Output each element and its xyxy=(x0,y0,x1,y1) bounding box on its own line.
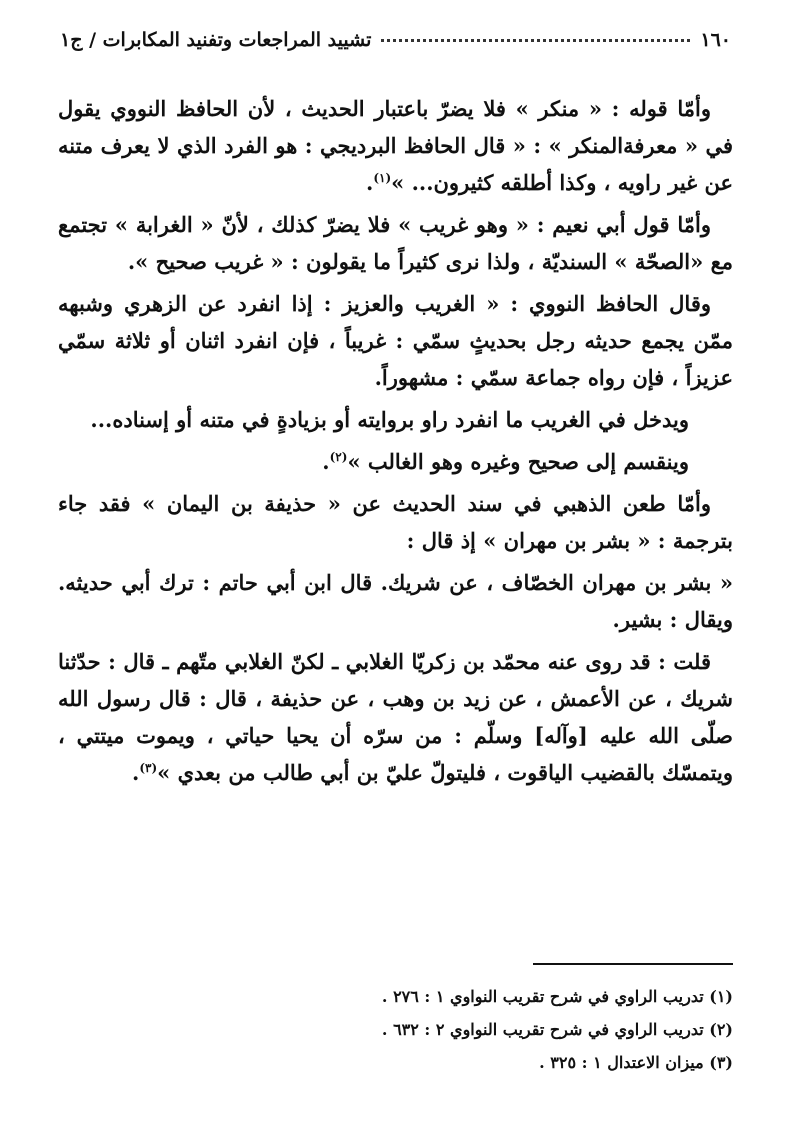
footnote: (٣) ميزان الاعتدال ١ : ٣٢٥ . xyxy=(539,1053,733,1072)
footnote-ref: (٣) xyxy=(139,761,158,775)
paragraph: قلت : قد روى عنه محمّد بن زكريّا الغلابي ـ لكنّ الغلابي متّهم ـ قال : حدّثنا شريك ، عن الأعمش ، عن زيد بن وهب ، عن حذيفة ، قال : قال رسول الله صلّى الله عليه [وآله] وسلّم : من سرّه أن يحيا حياتي ، ويموت ميتتي ، ويتمسّك بالقضيب الياقوت ، فليتولّ عليّ بن أبي طالب من بعدي »$^{(٣)}$. xyxy=(58,649,733,785)
paragraph: ويدخل في الغريب ما انفرد راو بروايته أو بزيادةٍ في متنه أو إسناده... xyxy=(90,407,689,432)
quoted-paragraph: « بشر بن مهران الخصّاف ، عن شريك. قال ابن أبي حاتم : ترك أبي حديثه. ويقال : بشير. xyxy=(58,570,733,632)
footnote: (٢) تدريب الراوي في شرح تقريب النواوي ٢ : ٦٣٢ . xyxy=(381,1020,733,1039)
footnote: (١) تدريب الراوي في شرح تقريب النواوي ١ : ٢٧٦ . xyxy=(381,987,733,1006)
running-title: تشييد المراجعات وتفنيد المكابرات / ج١ xyxy=(60,29,372,51)
main-text xyxy=(58,90,733,796)
page-header xyxy=(60,22,731,58)
footnote-ref: (٢) xyxy=(329,450,348,464)
footnotes xyxy=(58,980,733,1079)
footnote-ref: (١) xyxy=(373,171,392,185)
paragraph: وأمّا طعن الذهبي في سند الحديث عن « حذيفة بن اليمان » فقد جاء بترجمة : « بشر بن مهران » إذ قال : xyxy=(58,491,733,553)
page-number: ١٦٠ xyxy=(700,29,731,51)
paragraph: وأمّا قول أبي نعيم : « وهو غريب » فلا يضرّ كذلك ، لأنّ « الغرابة » تجتمع مع «الصحّة » السنديّة ، ولذا نرى كثيراً ما يقولون : « غريب صحيح ». xyxy=(58,212,733,274)
paragraph: وينقسم إلى صحيح وغيره وهو الغالب »$^{(٢)}$. xyxy=(322,449,689,474)
paragraph: وقال الحافظ النووي : « الغريب والعزيز : إذا انفرد عن الزهري وشبهه ممّن يجمع حديثه رجل بحديثٍ سمّي : غريباً ، فإن انفرد اثنان أو ثلاثة سمّي عزيزاً ، فإن رواه جماعة سمّي : مشهوراً. xyxy=(58,291,733,390)
header-dotted-leader xyxy=(381,39,690,42)
paragraph: وأمّا قوله : « منكر » فلا يضرّ باعتبار الحديث ، لأن الحافظ النووي يقول في « معرفةالمنكر » : « قال الحافظ البرديجي : هو الفرد الذي لا يعرف متنه عن غير راويه ، وكذا أطلقه كثيرون... »$^{(١)}$. xyxy=(58,96,733,195)
footnote-separator xyxy=(533,963,733,965)
